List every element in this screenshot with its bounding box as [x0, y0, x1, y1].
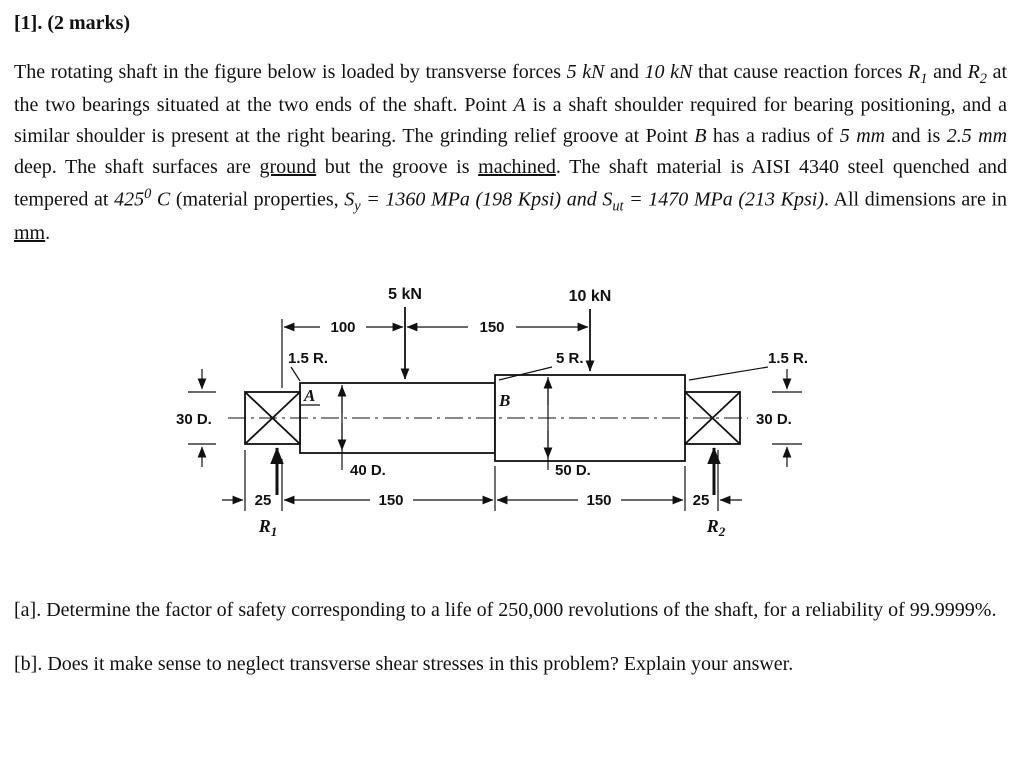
dia-30-right — [756, 369, 802, 467]
text-segment: A — [513, 94, 526, 117]
groove-radius-label: 5 R. — [556, 350, 584, 368]
shaft-diagram-svg — [170, 273, 850, 555]
text-segment: and is — [885, 125, 947, 148]
problem-statement — [14, 57, 1007, 249]
text-segment: 5 mm — [839, 125, 886, 148]
point-a-label: A — [304, 386, 316, 406]
dim-25-left-label: 25 — [254, 492, 272, 510]
text-segment: 1 — [920, 71, 928, 87]
dia-50-label: 50 D. — [555, 462, 591, 480]
text-segment: 5 kN — [566, 61, 605, 83]
dim-100-label: 100 — [330, 319, 356, 337]
text-segment: S — [344, 188, 355, 211]
text-segment: 10 kN — [644, 61, 693, 83]
dim-150-bottom-left-label: 150 — [378, 492, 404, 510]
text-segment: at the two bearings situated at the two ends of the shaft. Point — [14, 61, 1008, 117]
reaction-r2-label: $R_2$ — [706, 516, 726, 540]
question-number-heading: [1]. (2 marks) — [14, 12, 131, 34]
text-segment: The rotating shaft in the figure below is loaded by transverse forces — [14, 61, 567, 83]
text-segment: and — [927, 61, 968, 83]
text-segment: . The shaft material is AISI 4340 steel quenched and tempered at — [14, 156, 1007, 211]
text-segment: and — [604, 61, 645, 83]
text-segment: deep. The shaft surfaces are — [14, 156, 260, 179]
text-segment: B — [694, 125, 707, 148]
force-5kn — [388, 286, 422, 379]
text-segment: = 1470 MPa (213 Kpsi) — [623, 188, 825, 211]
text-segment: R — [908, 61, 921, 83]
dia-30-right-label: 30 D. — [756, 411, 792, 429]
text-segment: 0 — [144, 186, 152, 203]
text-segment: C — [151, 188, 171, 211]
text-segment: 425 — [114, 188, 145, 211]
dia-30-left-label: 30 D. — [176, 411, 212, 429]
dim-25-right-label: 25 — [692, 492, 710, 510]
question-a: [a]. Determine the factor of safety corresponding to a life of 250,000 revolutions of the shaft, for a reliability of 99.9999%. — [14, 599, 997, 622]
text-segment: y — [354, 198, 361, 215]
text-segment: 2 — [979, 71, 987, 87]
text-segment: R — [967, 61, 980, 83]
point-b-label: B — [499, 391, 511, 411]
dim-150-bottom-right-label: 150 — [586, 492, 612, 510]
text-segment: mm — [14, 222, 46, 245]
text-segment: machined — [478, 156, 556, 179]
text-segment: 2.5 mm — [946, 125, 1008, 148]
dim-150-top-label: 150 — [479, 319, 505, 337]
text-segment: S — [602, 188, 613, 211]
fillet-right-label: 1.5 R. — [768, 350, 809, 368]
force-10kn-label: 10 kN — [568, 288, 612, 306]
question-b: [b]. Does it make sense to neglect transverse shear stresses in this problem? Explain your answer. — [14, 653, 794, 676]
fillet-left-label: 1.5 R. — [288, 350, 329, 368]
text-segment: . — [45, 222, 51, 245]
text-segment: (material properties, — [170, 188, 345, 211]
text-segment: . All dimensions are in — [824, 188, 1008, 211]
dia-30-left — [176, 369, 216, 467]
text-segment: that cause reaction forces — [692, 61, 909, 83]
text-segment: is a shaft shoulder required for bearing positioning, and a similar shoulder is present at the right bearing. The grinding relief groove at Point — [14, 94, 1007, 148]
text-segment: has a radius of — [706, 125, 840, 148]
text-segment: = 1360 MPa (198 Kpsi) and — [360, 188, 603, 211]
shaft-figure — [170, 273, 1007, 555]
dia-40-label: 40 D. — [350, 462, 386, 480]
text-segment: ut — [612, 198, 624, 215]
reaction-r1-label: $R_1$ — [258, 516, 278, 540]
text-segment: but the groove is — [316, 156, 479, 179]
force-5kn-label: 5 kN — [388, 286, 422, 304]
text-segment: ground — [259, 156, 317, 179]
